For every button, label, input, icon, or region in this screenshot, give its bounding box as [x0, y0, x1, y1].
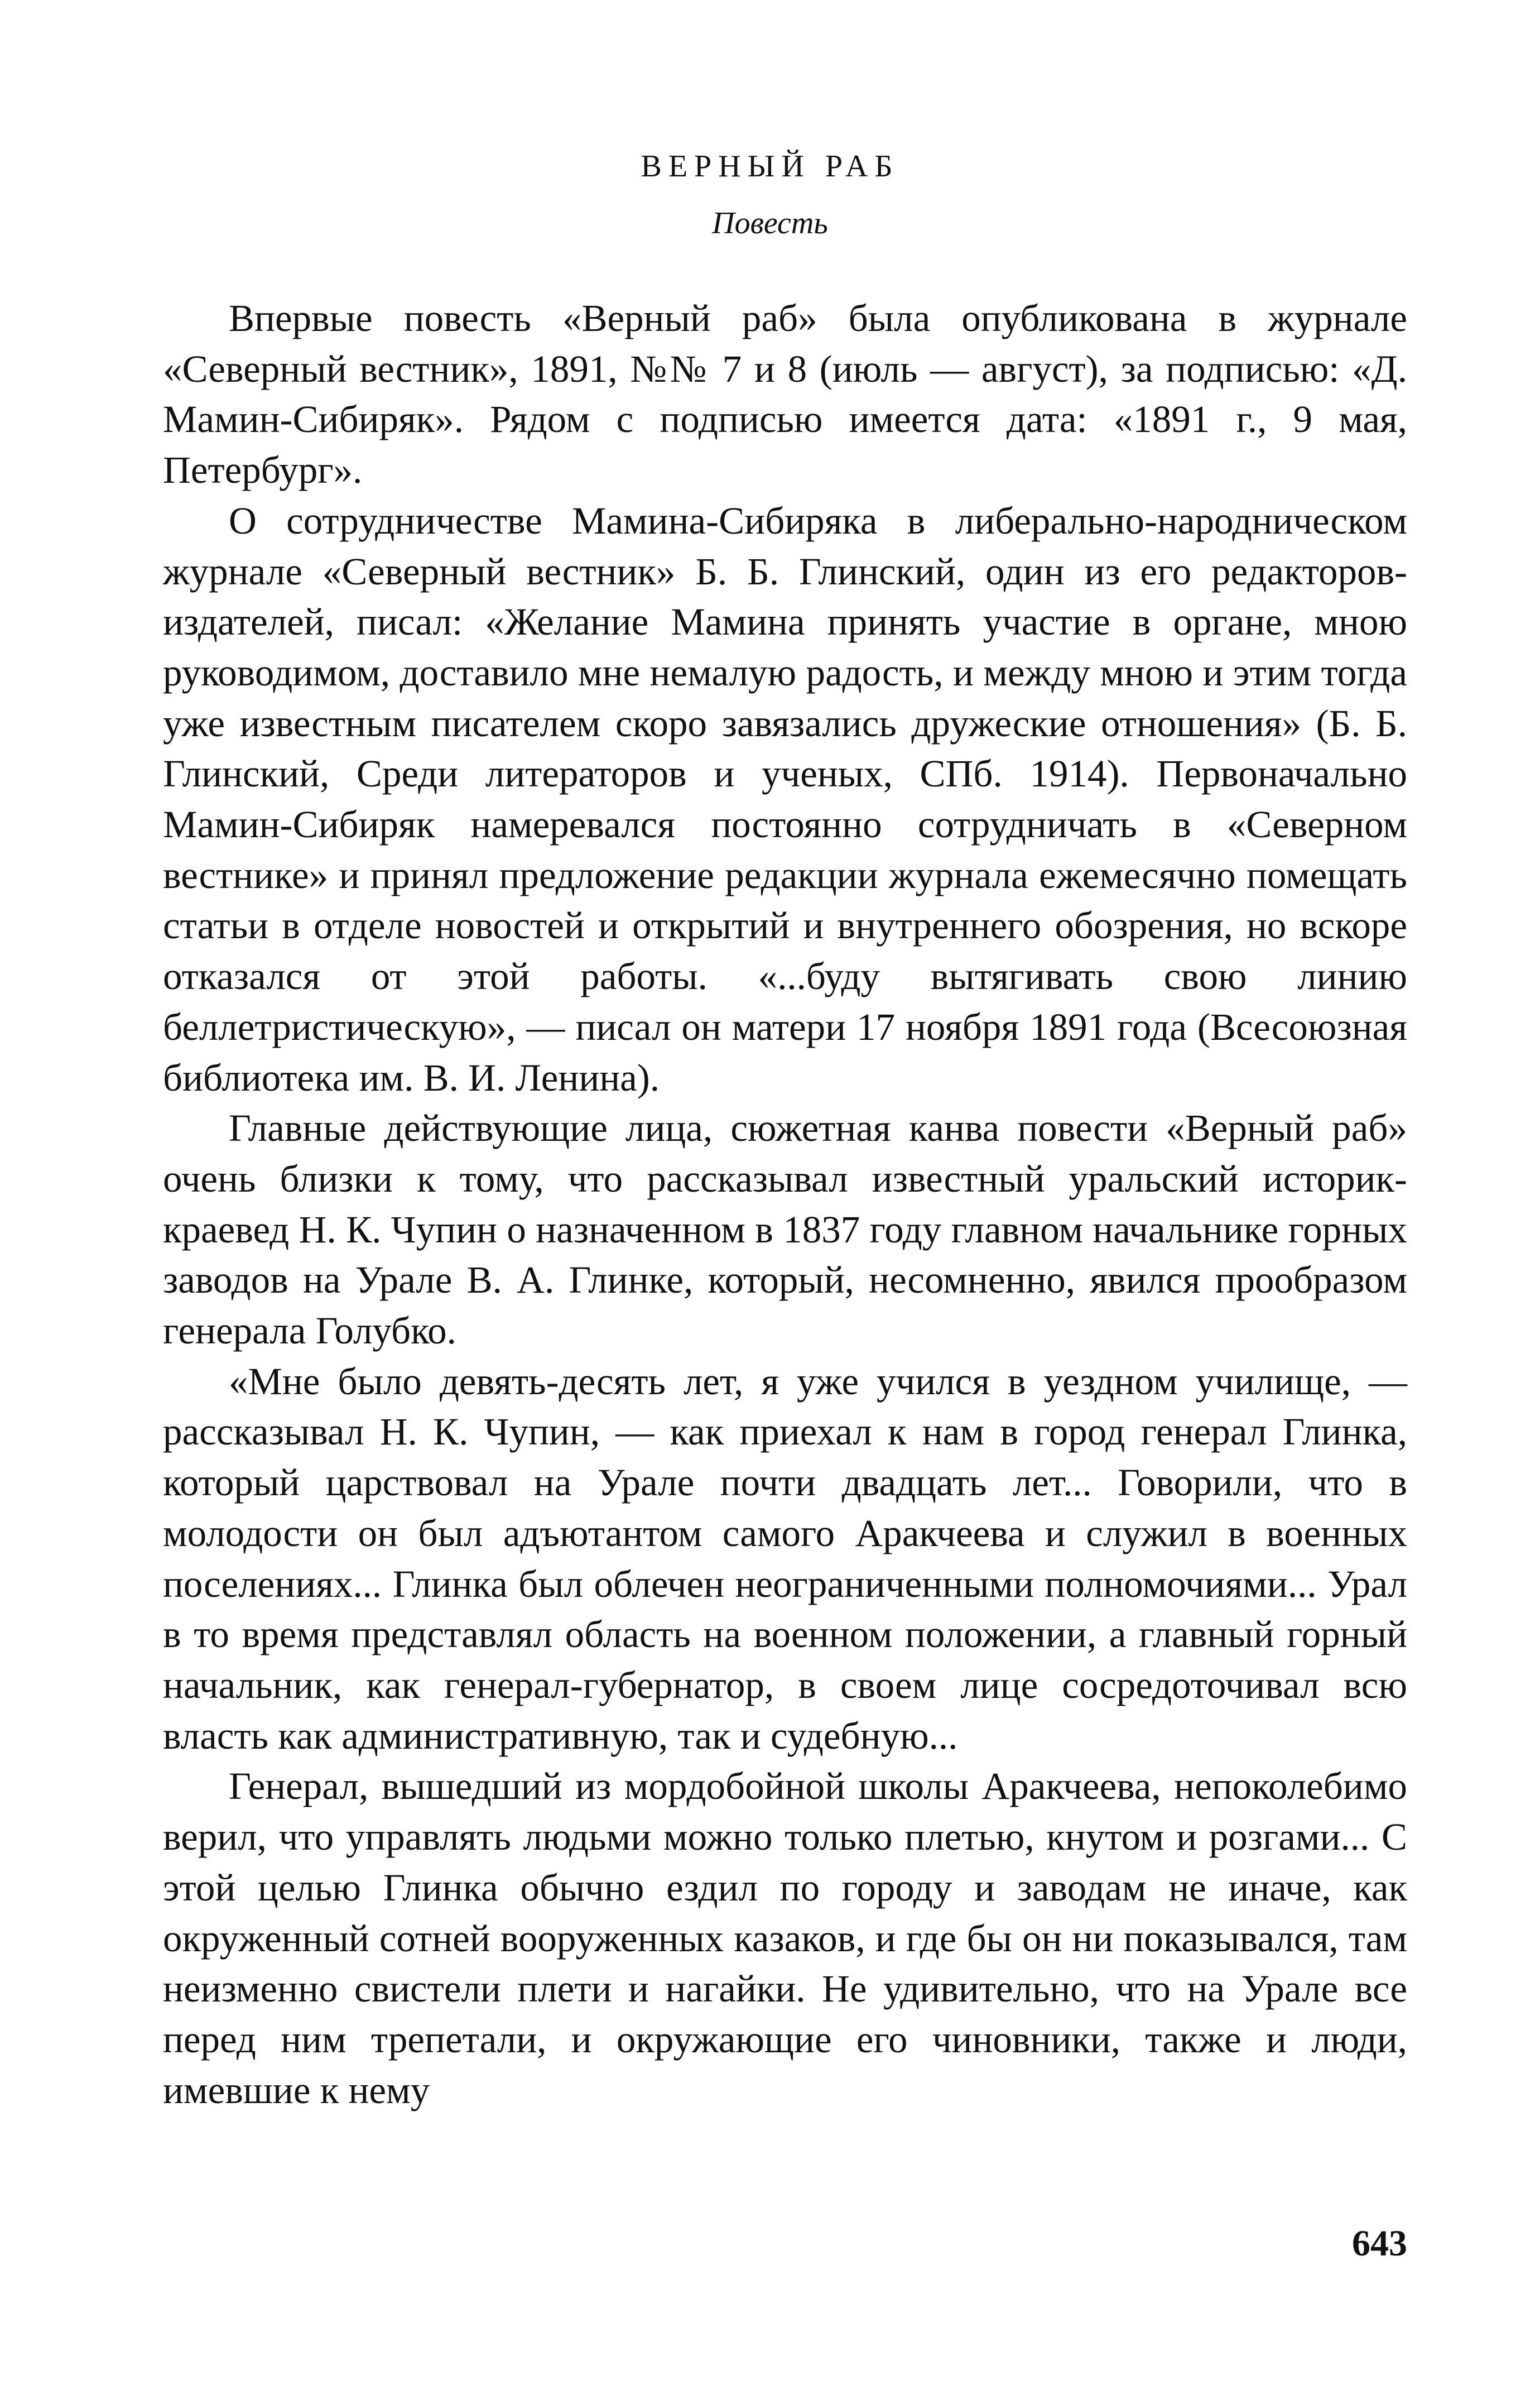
page-title: ВЕРНЫЙ РАБ — [641, 149, 899, 184]
page-number: 643 — [1352, 2223, 1407, 2264]
paragraph: Впервые повесть «Верный раб» была опубликована в журнале «Северный вестник», 1891, №№ 7 и 8 (июль — август), за подписью: «Д. Мамин-Сибиряк». Рядом с подписью имеется дата: «1891 г., 9 мая, Петербург». — [163, 297, 1407, 492]
body-text — [163, 293, 1407, 2115]
paragraph: Главные действующие лица, сюжетная канва повести «Верный раб» очень близки к тому, что рассказывал известный уральский историк-краевед Н. К. Чупин о назначенном в 1837 году главном начальнике горных заводов на Урале В. А. Глинке, который, несомненно, явился прообразом генерала Голубко. — [163, 1107, 1407, 1352]
paragraph: О сотрудничестве Мамина-Сибиряка в либерально-народническом журнале «Северный вестник» Б. Б. Глинский, один из его редакторов-издателей, писал: «Желание Мамина принять участие в органе, мною руководимом, доставило мне немалую радость, и между мною и этим тогда уже известным писателем скоро завязались дружеские отношения» (Б. Б. Глинский, Среди литераторов и ученых, СПб. 1914). Первоначально Мамин-Сибиряк намеревался постоянно сотрудничать в «Северном вестнике» и принял предложение редакции журнала ежемесячно помещать статьи в отделе новостей и открытий и внутреннего обозрения, но вскоре отказался от этой работы. «...буду вытягивать свою линию беллетристическую», — писал он матери 17 ноября 1891 года (Всесоюзная библиотека им. В. И. Ленина). — [163, 499, 1407, 1099]
page-subtitle: Повесть — [712, 206, 828, 241]
paragraph: Генерал, вышедший из мордобойной школы Аракчеева, непоколебимо верил, что управлять людьми можно только плетью, кнутом и розгами... С этой целью Глинка обычно ездил по городу и заводам не иначе, как окруженный сотней вооруженных казаков, и где бы он ни показывался, там неизменно свистели плети и нагайки. Не удивительно, что на Урале все перед ним трепетали, и окружающие его чиновники, также и люди, имевшие к нему — [163, 1765, 1407, 2111]
paragraph: «Мне было девять-десять лет, я уже учился в уездном училище, — рассказывал Н. К. Чупин, — как приехал к нам в город генерал Глинка, который царствовал на Урале почти двадцать лет... Говорили, что в молодости он был адъютантом самого Аракчеева и служил в военных поселениях... Глинка был облечен неограниченными полномочиями... Урал в то время представлял область на военном положении, а главный горный начальник, как генерал-губернатор, в своем лице сосредоточивал всю власть как административную, так и судебную... — [163, 1360, 1407, 1757]
